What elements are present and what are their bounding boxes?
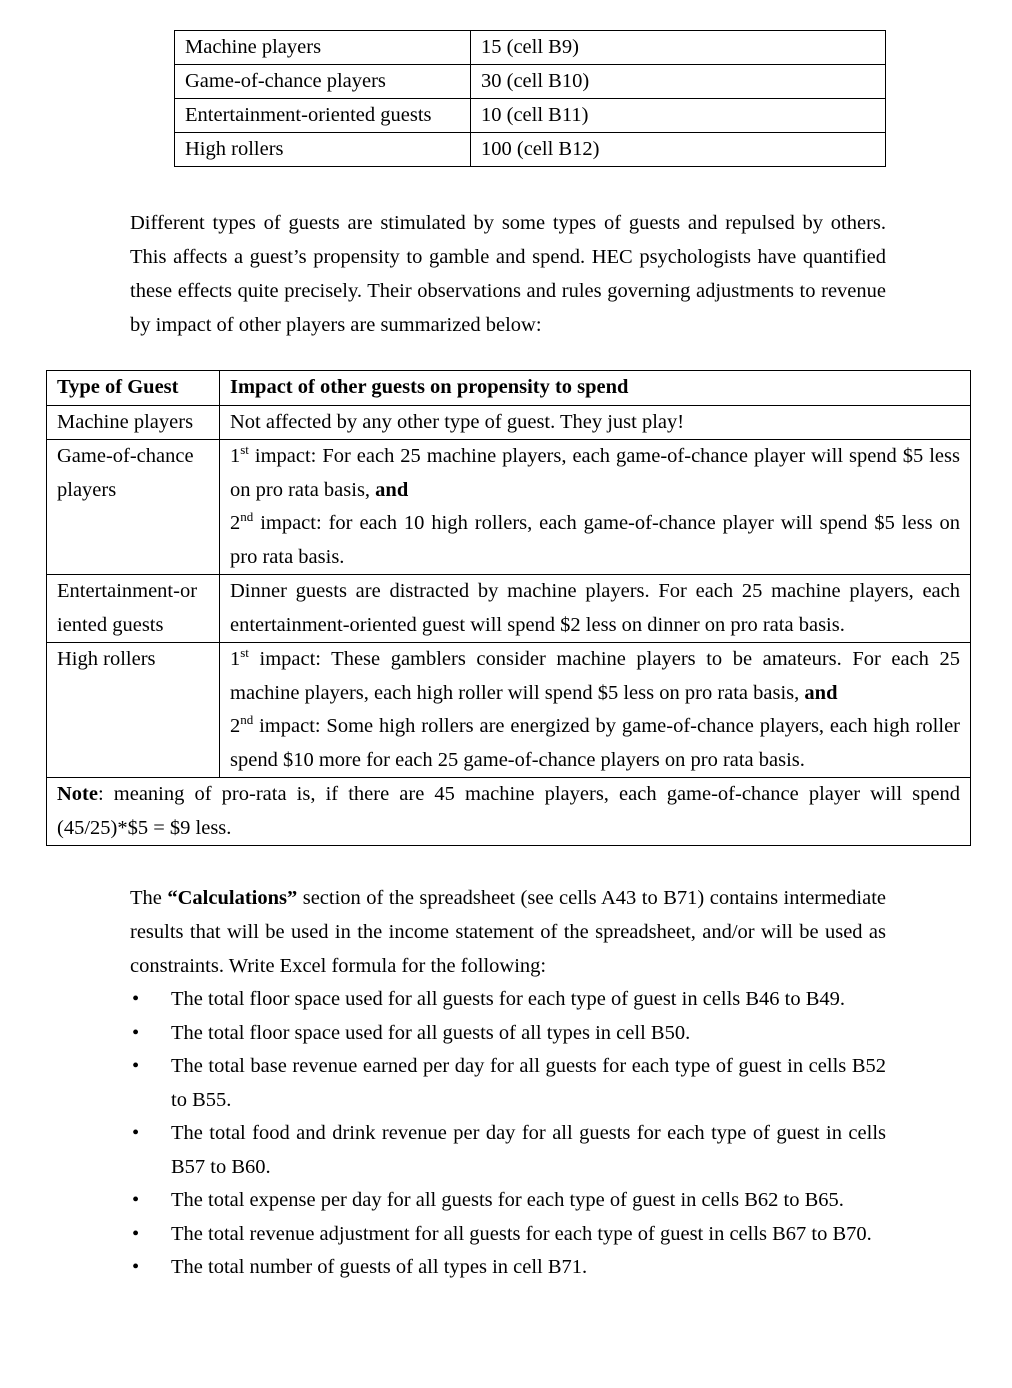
ordinal-suffix: nd bbox=[240, 509, 254, 524]
table-row bbox=[47, 575, 971, 643]
bullet-icon: • bbox=[132, 988, 140, 1010]
impact-ordinal: 1 bbox=[230, 648, 241, 670]
table-row bbox=[47, 405, 971, 440]
impact-text: impact: Some high rollers are energized by game-of-chance players, each high roller spend $10 more for each 25 game-of-chance players on pro rata basis. bbox=[230, 715, 960, 771]
table-row bbox=[175, 99, 886, 133]
bullet-icon: • bbox=[132, 1256, 140, 1278]
ordinal-suffix: st bbox=[240, 442, 249, 457]
header-impact: Impact of other guests on propensity to spend bbox=[220, 371, 971, 406]
bullet-icon: • bbox=[132, 1055, 140, 1077]
bullet-icon: • bbox=[132, 1189, 140, 1211]
list-item-text: The total base revenue earned per day for all guests for each type of guest in cells B52 to B55. bbox=[171, 1055, 886, 1111]
guest-type-cell: High rollers bbox=[175, 133, 471, 167]
table-row bbox=[47, 440, 971, 575]
guest-type-cell: Game-of-chance players bbox=[175, 65, 471, 99]
impact-first bbox=[230, 643, 960, 710]
list-item bbox=[130, 983, 886, 1017]
list-item bbox=[130, 1184, 886, 1218]
impact-high-rollers bbox=[220, 643, 971, 778]
guest-type-line: iented guests bbox=[57, 613, 164, 636]
list-item bbox=[130, 1050, 886, 1117]
table-row bbox=[175, 65, 886, 99]
guest-count-table bbox=[174, 30, 886, 167]
guest-type-high-rollers: High rollers bbox=[47, 643, 220, 778]
note-label: Note bbox=[57, 783, 98, 805]
list-item-text: The total floor space used for all guests of all types in cell B50. bbox=[171, 1021, 691, 1044]
bullet-icon: • bbox=[132, 1222, 140, 1245]
impact-second bbox=[230, 710, 960, 777]
intro-paragraph: Different types of guests are stimulated by some types of guests and repulsed by others. This affects a guest’s propensity to gamble and spend. HEC psychologists have quantified these effects quite precisely. Their observations and rules governing adjustments to revenue by impact of other players are summarized below: bbox=[130, 212, 886, 336]
impact-table bbox=[46, 370, 971, 846]
and-connector: and bbox=[804, 681, 838, 704]
calc-text-after: section of the spreadsheet (see cells A43 to B71) contains intermediate results that will be used in the income statement of the spreadsheet, and/or will be used as constraints. Write Excel formula for the following: bbox=[130, 887, 886, 977]
table-row bbox=[47, 643, 971, 778]
impact-first bbox=[230, 440, 960, 507]
guest-type-line: Entertainment-or bbox=[57, 580, 198, 602]
ordinal-suffix: st bbox=[240, 645, 249, 660]
impact-entertainment: Dinner guests are distracted by machine players. For each 25 machine players, each entertainment-oriented guest will spend $2 less on dinner on pro rata basis. bbox=[220, 575, 971, 643]
list-item bbox=[130, 1117, 886, 1184]
list-item bbox=[130, 1251, 886, 1285]
ordinal-suffix: nd bbox=[240, 712, 254, 727]
impact-machine: Not affected by any other type of guest. They just play! bbox=[220, 405, 971, 440]
note-row bbox=[47, 778, 971, 846]
guest-type-game-of-chance: Game-of-chance players bbox=[47, 440, 220, 575]
impact-text: impact: for each 10 high rollers, each game-of-chance player will spend $5 less on pro rata basis. bbox=[230, 512, 960, 568]
table-row bbox=[175, 133, 886, 167]
guest-type-entertainment bbox=[47, 575, 220, 643]
guest-type-cell: Entertainment-oriented guests bbox=[175, 99, 471, 133]
list-item bbox=[130, 1218, 886, 1252]
list-item-text: The total number of guests of all types in cell B71. bbox=[171, 1256, 588, 1278]
guest-count-cell: 15 (cell B9) bbox=[471, 31, 886, 65]
impact-text: impact: These gamblers consider machine players to be amateurs. For each 25 machine players, each high roller will spend $5 less on pro rata basis, bbox=[230, 648, 960, 704]
calculations-paragraph bbox=[130, 881, 886, 983]
calculations-term: “Calculations” bbox=[167, 887, 298, 909]
guest-count-cell: 10 (cell B11) bbox=[471, 99, 886, 133]
note-cell bbox=[47, 778, 971, 846]
list-item-text: The total expense per day for all guests for each type of guest in cells B62 to B65. bbox=[171, 1189, 844, 1211]
impact-game-of-chance bbox=[220, 440, 971, 575]
list-item-text: The total revenue adjustment for all guests for each type of guest in cells B67 to B70. bbox=[171, 1222, 872, 1245]
impact-text: impact: For each 25 machine players, each game-of-chance player will spend $5 less on pro rata basis, bbox=[230, 445, 960, 501]
guest-type-machine: Machine players bbox=[47, 405, 220, 440]
and-connector: and bbox=[375, 478, 409, 501]
list-item-text: The total floor space used for all guests for each type of guest in cells B46 to B49. bbox=[171, 988, 846, 1010]
impact-second bbox=[230, 507, 960, 574]
bullet-icon: • bbox=[132, 1122, 140, 1144]
list-item bbox=[130, 1017, 886, 1051]
table-row bbox=[175, 31, 886, 65]
list-item-text: The total food and drink revenue per day for all guests for each type of guest in cells B57 to B60. bbox=[171, 1122, 886, 1178]
header-type-of-guest: Type of Guest bbox=[47, 371, 220, 406]
impact-ordinal: 1 bbox=[230, 445, 241, 467]
guest-count-cell: 100 (cell B12) bbox=[471, 133, 886, 167]
calc-text-before: The bbox=[130, 887, 168, 909]
impact-ordinal: 2 bbox=[230, 715, 241, 737]
guest-count-cell: 30 (cell B10) bbox=[471, 65, 886, 99]
guest-type-cell: Machine players bbox=[175, 31, 471, 65]
bullet-icon: • bbox=[132, 1021, 140, 1044]
table-header-row bbox=[47, 371, 971, 406]
impact-ordinal: 2 bbox=[230, 512, 241, 534]
task-list bbox=[130, 983, 886, 1285]
note-text: : meaning of pro-rata is, if there are 45 machine players, each game-of-chance player will spend (45/25)*$5 = $9 less. bbox=[57, 783, 960, 839]
